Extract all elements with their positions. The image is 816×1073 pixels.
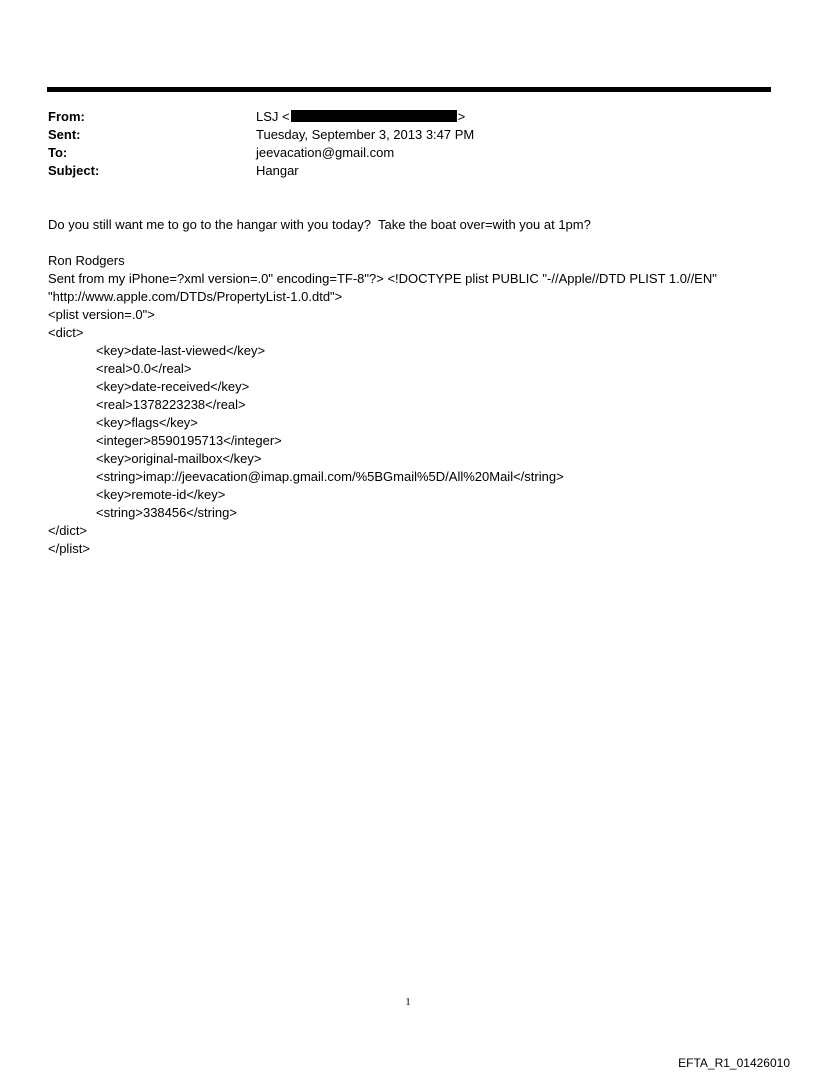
redaction-box <box>291 110 457 122</box>
plist-line: <real>0.0</real> <box>96 361 192 376</box>
plist-line: <key>remote-id</key> <box>96 487 226 502</box>
plist-line: <dict> <box>48 325 84 340</box>
email-body <box>48 216 788 558</box>
plist-line: <integer>8590195713</integer> <box>96 433 282 448</box>
plist-line: <key>original-mailbox</key> <box>96 451 262 466</box>
from-row <box>48 108 768 126</box>
spacer <box>48 234 788 252</box>
message-text: Do you still want me to go to the hangar with you today? Take the boat over=with you at 1pm? <box>48 217 591 232</box>
from-suffix: > <box>457 109 466 124</box>
plist-line: <key>date-last-viewed</key> <box>96 343 266 358</box>
to-row <box>48 144 768 162</box>
email-header <box>48 108 768 180</box>
from-label: From: <box>48 109 85 124</box>
plist-line: <key>date-received</key> <box>96 379 250 394</box>
plist-line: Sent from my iPhone=?xml version=.0" encoding=TF-8"?> <!DOCTYPE plist PUBLIC "-//Apple//DTD PLIST 1.0//EN" <box>48 271 717 286</box>
plist-line: <real>1378223238</real> <box>96 397 246 412</box>
plist-line: <key>flags</key> <box>96 415 198 430</box>
subject-row <box>48 162 768 180</box>
to-value: jeevacation@gmail.com <box>256 145 395 160</box>
plist-line: "http://www.apple.com/DTDs/PropertyList-1.0.dtd"> <box>48 289 343 304</box>
plist-line: <string>imap://jeevacation@imap.gmail.com/%5BGmail%5D/All%20Mail</string> <box>96 469 564 484</box>
signature-name: Ron Rodgers <box>48 253 125 268</box>
sent-label: Sent: <box>48 127 81 142</box>
sent-row <box>48 126 768 144</box>
subject-label: Subject: <box>48 163 100 178</box>
subject-value: Hangar <box>256 163 299 178</box>
plist-line: <plist version=.0"> <box>48 307 155 322</box>
from-prefix: LSJ < <box>256 109 290 124</box>
to-label: To: <box>48 145 68 160</box>
from-value <box>256 108 768 126</box>
header-divider <box>47 87 771 92</box>
plist-line: </dict> <box>48 523 88 538</box>
bates-number: EFTA_R1_01426010 <box>678 1056 790 1070</box>
plist-line: <string>338456</string> <box>96 505 237 520</box>
page-number: 1 <box>405 996 411 1008</box>
sent-value: Tuesday, September 3, 2013 3:47 PM <box>256 127 475 142</box>
plist-line: </plist> <box>48 541 90 556</box>
